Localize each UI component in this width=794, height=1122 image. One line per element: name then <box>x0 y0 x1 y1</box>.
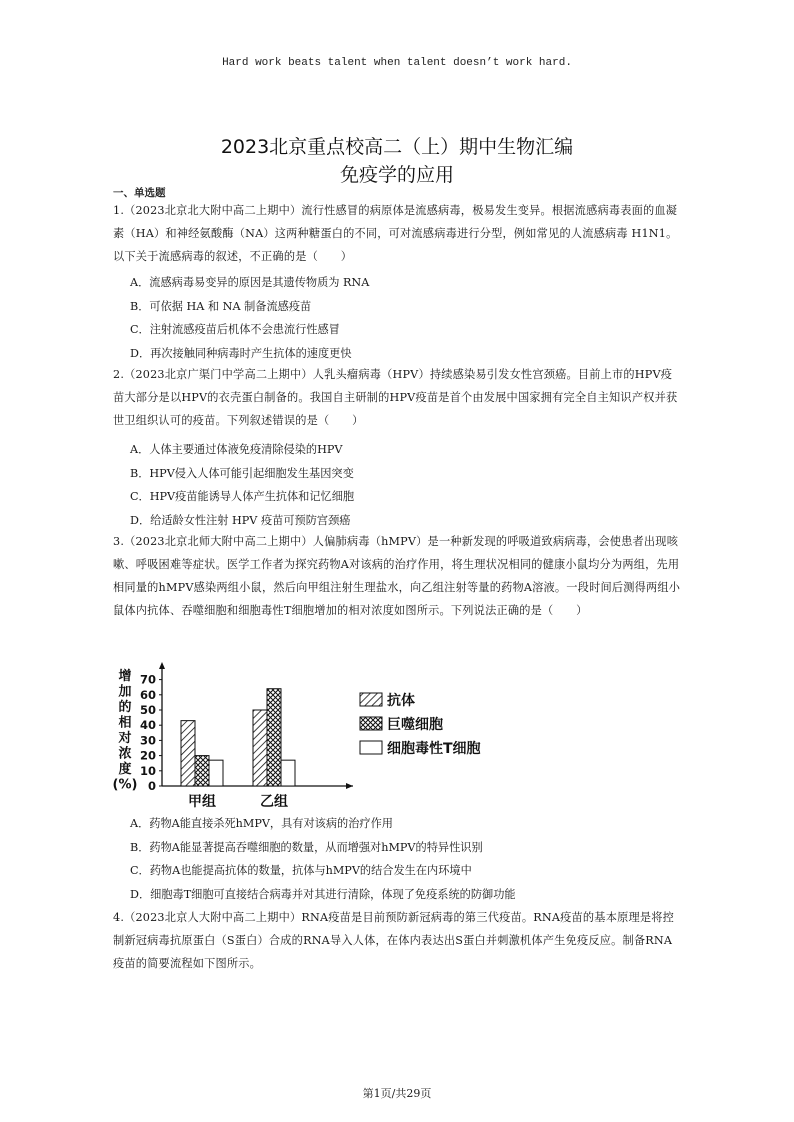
x-category-label: 乙组 <box>260 794 288 810</box>
y-tick-label: 30 <box>139 733 156 748</box>
y-axis-label-char: 浓 <box>118 746 132 762</box>
legend-label: 巨噬细胞 <box>387 717 443 733</box>
y-tick-label: 10 <box>139 763 156 778</box>
y-axis-label-char: 相 <box>118 715 132 731</box>
x-axis-arrow <box>346 783 353 789</box>
q1-option-b: B．可依据 HA 和 NA 制备流感疫苗 <box>130 300 312 313</box>
x-category-label: 甲组 <box>188 794 216 810</box>
y-tick-label: 20 <box>139 748 156 763</box>
q2-option-c: C．HPV疫苗能诱导人体产生抗体和记忆细胞 <box>130 490 355 503</box>
q2-option-b: B．HPV侵入人体可能引起细胞发生基因突变 <box>130 467 354 480</box>
q3-option-d: D．细胞毒T细胞可直接结合病毒并对其进行清除，体现了免疫系统的防御功能 <box>130 888 516 901</box>
page-footer: 第1页/共29页 <box>362 1087 432 1100</box>
q2-option-a: A．人体主要通过体液免疫清除侵染的HPV <box>130 443 343 456</box>
bar <box>195 756 209 786</box>
bar <box>181 721 195 786</box>
section-heading: 一、单选题 <box>113 187 166 199</box>
y-axis-arrow <box>159 662 165 669</box>
legend-swatch <box>360 717 382 730</box>
q3-stem: 3.（2023北京北师大附中高二上期中）人偏肺病毒（hMPV）是一种新发现的呼吸道致病病毒，会使患者出现咳嗽、呼吸困难等症状。医学工作者为探究药物A对该病的治疗作用，将生理状况相同的健康小鼠均分为两组，先用相同量的hMPV感染两组小鼠，然后向甲组注射生理盐水，向乙组注射等量的药物A溶液。一段时间后测得两组小鼠体内抗体、吞噬细胞和细胞毒性T细胞增加的相对浓度如图所示。下列说法正确的是（ ） <box>113 535 681 617</box>
q1-option-d: D．再次接触同种病毒时产生抗体的速度更快 <box>130 347 352 360</box>
y-axis-label-char: 对 <box>118 731 132 746</box>
q3-option-c: C．药物A也能提高抗体的数量，抗体与hMPV的结合发生在内环境中 <box>130 864 472 877</box>
legend-swatch <box>360 741 382 754</box>
bar <box>281 760 295 786</box>
q1-stem: 1.（2023北京北大附中高二上期中）流行性感冒的病原体是流感病毒，极易发生变异。根据流感病毒表面的血凝素（HA）和神经氨酸酶（NA）这两种糖蛋白的不同，可对流感病毒进行分型，例如常见的人流感病毒 H1N1。以下关于流感病毒的叙述，不正确的是（ ） <box>113 204 678 263</box>
page-title: 2023北京重点校高二（上）期中生物汇编 <box>220 136 574 158</box>
q3-option-b: B．药物A能显著提高吞噬细胞的数量，从而增强对hMPV的特异性识别 <box>130 841 483 854</box>
y-tick-label: 50 <box>139 703 156 717</box>
y-tick-label: 0 <box>147 779 156 793</box>
y-tick-label: 40 <box>139 718 156 733</box>
q2-stem: 2.（2023北京广渠门中学高二上期中）人乳头瘤病毒（HPV）持续感染易引发女性宫颈癌。目前上市的HPV疫苗大部分是以HPV的衣壳蛋白制备的。我国自主研制的HPV疫苗是首个由发展中国家拥有完全自主知识产权并获世卫组织认可的疫苗。下列叙述错误的是（ ） <box>113 368 678 427</box>
y-tick-label: 70 <box>139 672 156 687</box>
bar <box>209 760 223 786</box>
y-axis-label-char: 增 <box>118 669 132 684</box>
header-motto: Hard work beats talent when talent doesn’t work hard. <box>222 57 572 69</box>
legend-label: 细胞毒性T细胞 <box>387 741 481 757</box>
y-axis-label-char: 加 <box>118 684 132 700</box>
q3-option-a: A．药物A能直接杀死hMPV，具有对该病的治疗作用 <box>130 817 393 830</box>
legend-label: 抗体 <box>387 693 415 709</box>
bar-chart-svg <box>113 660 513 810</box>
y-axis-label-char: (%) <box>113 777 138 793</box>
q4-stem: 4.（2023北京人大附中高二上期中）RNA疫苗是目前预防新冠病毒的第三代疫苗。RNA疫苗的基本原理是将控制新冠病毒抗原蛋白（S蛋白）合成的RNA导入人体，在体内表达出S蛋白并刺激机体产生免疫反应。制备RNA疫苗的简要流程如下图所示。 <box>113 911 675 970</box>
bar <box>253 710 267 786</box>
y-axis-label-char: 的 <box>118 700 132 715</box>
q1-option-a: A．流感病毒易变异的原因是其遗传物质为 RNA <box>130 276 370 289</box>
y-axis-label-char: 度 <box>118 762 132 777</box>
q1-option-c: C．注射流感疫苗后机体不会患流行性感冒 <box>130 323 340 336</box>
q2-option-d: D．给适龄女性注射 HPV 疫苗可预防宫颈癌 <box>130 514 351 527</box>
page-subtitle: 免疫学的应用 <box>339 164 454 186</box>
legend-swatch <box>360 693 382 706</box>
bar-chart <box>113 660 513 810</box>
y-tick-label: 60 <box>139 687 156 702</box>
bar <box>267 689 281 786</box>
